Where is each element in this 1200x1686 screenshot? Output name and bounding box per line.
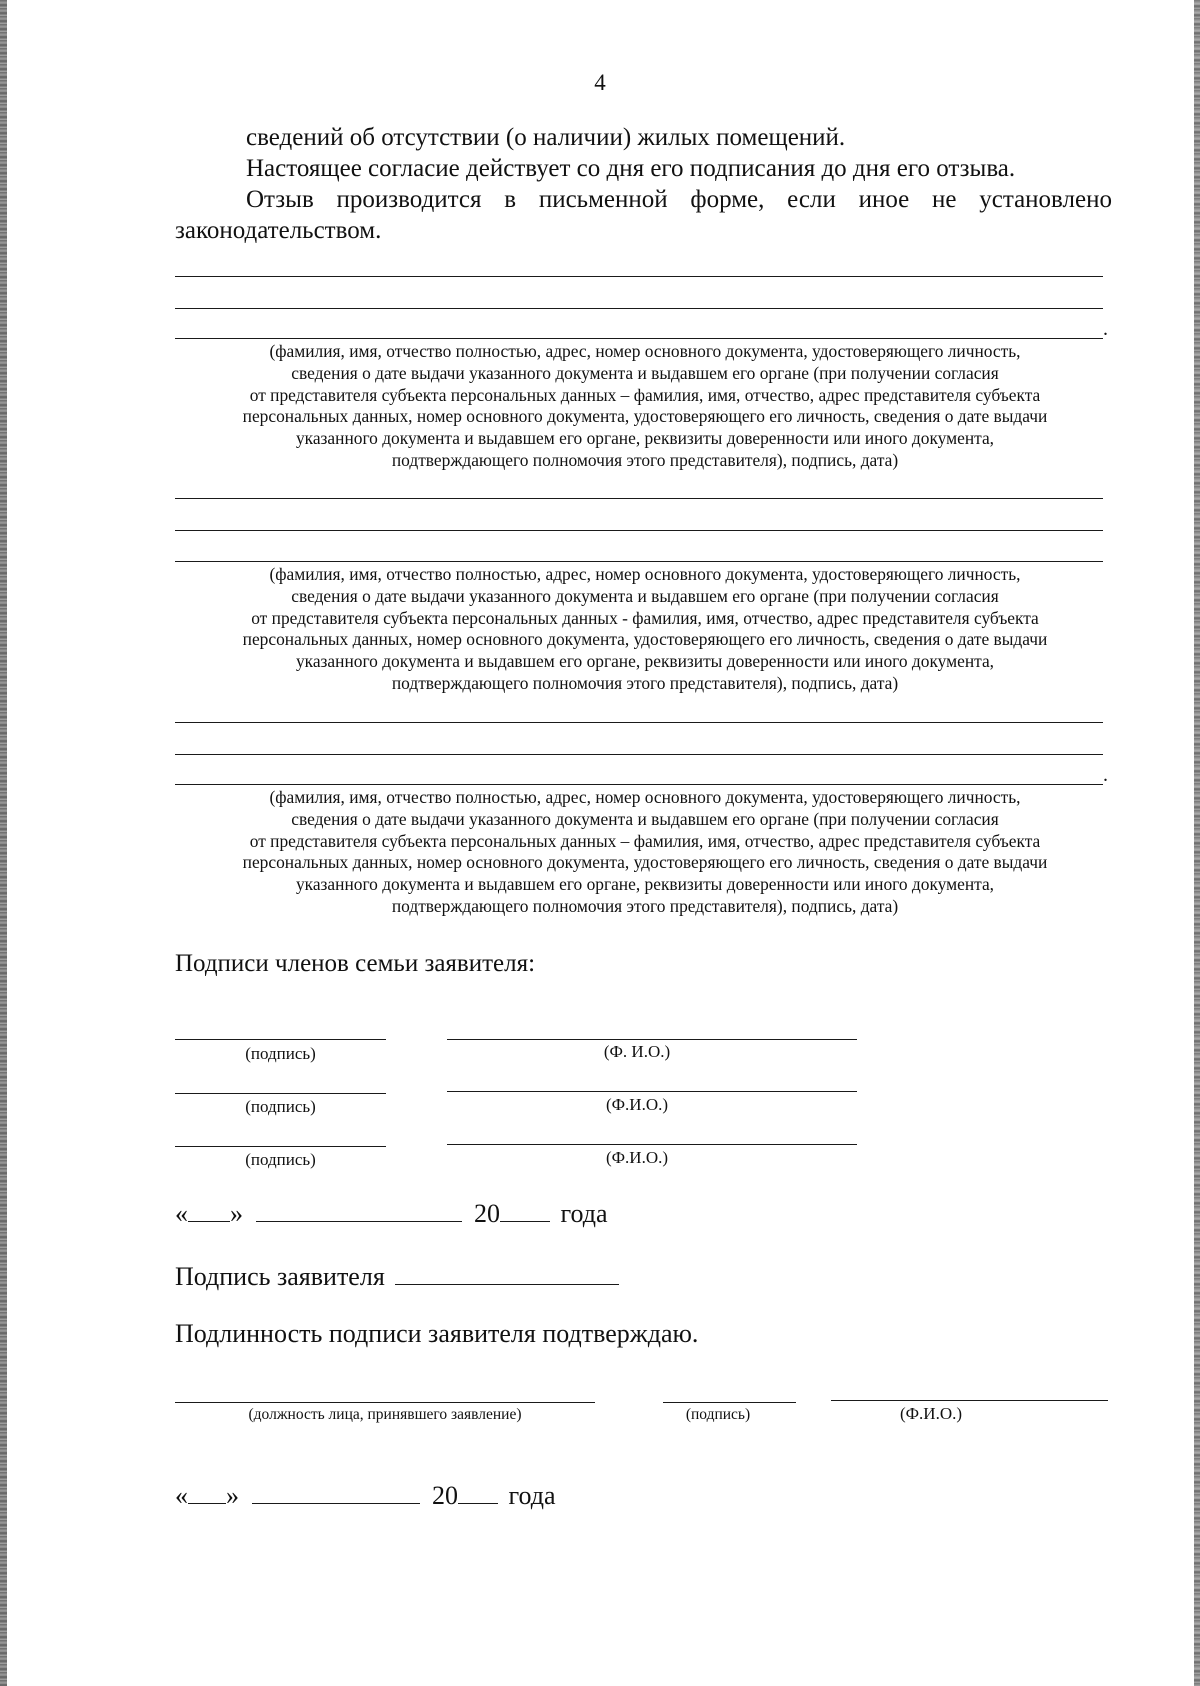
- applicant-signature-blank[interactable]: [395, 1283, 619, 1285]
- caption-line: (фамилия, имя, отчество полностью, адрес, номер основного документа, удостоверяющего личность,: [269, 564, 1021, 584]
- official-name-label: (Ф.И.О.): [899, 1404, 963, 1423]
- name-line[interactable]: [447, 1091, 857, 1092]
- caption-line: сведения о дате выдачи указанного документа и выдавшем его органе (при получении согласия: [291, 808, 999, 829]
- caption-line: подтверждающего полномочия этого представителя), подпись, дата): [391, 449, 899, 470]
- year-prefix: 20: [432, 1481, 458, 1510]
- close-quote: »: [230, 1199, 243, 1228]
- close-quote: »: [226, 1481, 239, 1510]
- caption-line: (фамилия, имя, отчество полностью, адрес, номер основного документа, удостоверяющего личность,: [269, 787, 1021, 807]
- caption-line: сведения о дате выдачи указанного документа и выдавшем его органе (при получении согласия: [291, 585, 999, 606]
- fill-line[interactable]: [175, 530, 1103, 531]
- family-signatures-heading: Подписи членов семьи заявителя:: [175, 950, 536, 977]
- official-signature-label: (подпись): [685, 1406, 751, 1423]
- signature-line[interactable]: [175, 1039, 386, 1040]
- official-signature-line[interactable]: [663, 1402, 796, 1403]
- applicant-signature-row: [175, 1262, 619, 1292]
- paragraph-line-2: Настоящее согласие действует со дня его подписания до дня его отзыва.: [246, 155, 1016, 182]
- open-quote: «: [175, 1199, 188, 1228]
- name-line[interactable]: [447, 1144, 857, 1145]
- period-mark: .: [1103, 764, 1108, 786]
- consent-caption-3: [175, 787, 1115, 918]
- page-number: 4: [594, 70, 606, 95]
- paragraph-line-3: Отзыв производится в письменной форме, если иное не установлено: [246, 186, 1112, 213]
- period-mark: .: [1103, 318, 1108, 340]
- caption-line: подтверждающего полномочия этого представителя), подпись, дата): [391, 895, 899, 916]
- month-blank[interactable]: [252, 1502, 420, 1504]
- scan-edge-right: [1194, 0, 1200, 1686]
- caption-line: персональных данных, номер основного документа, удостоверяющего его личность, сведения о дате выдачи: [242, 629, 1048, 650]
- month-blank[interactable]: [256, 1220, 462, 1222]
- paragraph-line-1: сведений об отсутствии (о наличии) жилых помещений.: [246, 124, 846, 151]
- name-label: (Ф.И.О.): [605, 1148, 669, 1167]
- day-blank[interactable]: [188, 1220, 230, 1222]
- caption-line: от представителя субъекта персональных данных - фамилия, имя, отчество, адрес представителя субъекта: [251, 607, 1039, 628]
- caption-line: (фамилия, имя, отчество полностью, адрес, номер основного документа, удостоверяющего личность,: [269, 341, 1021, 361]
- position-line[interactable]: [175, 1402, 595, 1403]
- year-word: года: [508, 1481, 556, 1510]
- year-word: года: [560, 1199, 608, 1228]
- fill-line[interactable]: [175, 498, 1103, 499]
- caption-line: указанного документа и выдавшем его органе, реквизиты доверенности или иного документа,: [295, 874, 995, 895]
- consent-caption-1: [175, 341, 1115, 472]
- fill-line[interactable]: [175, 276, 1103, 277]
- signature-line[interactable]: [175, 1093, 386, 1094]
- date-line-2: [175, 1481, 556, 1511]
- fill-line[interactable]: [175, 561, 1103, 562]
- caption-line: указанного документа и выдавшем его органе, реквизиты доверенности или иного документа,: [295, 428, 995, 449]
- name-label: (Ф.И.О.): [605, 1095, 669, 1114]
- consent-caption-2: [175, 564, 1115, 695]
- fill-line[interactable]: [175, 722, 1103, 723]
- fill-line[interactable]: [175, 308, 1103, 309]
- name-label: (Ф. И.О.): [603, 1042, 671, 1061]
- signature-label: (подпись): [245, 1044, 316, 1063]
- caption-line: сведения о дате выдачи указанного документа и выдавшем его органе (при получении согласия: [291, 362, 999, 383]
- scan-edge-left: [0, 0, 7, 1686]
- applicant-signature-label: Подпись заявителя: [175, 1262, 385, 1291]
- name-line[interactable]: [447, 1039, 857, 1040]
- caption-line: от представителя субъекта персональных данных – фамилия, имя, отчество, адрес представителя субъекта: [249, 384, 1041, 405]
- caption-line: указанного документа и выдавшем его органе, реквизиты доверенности или иного документа,: [295, 651, 995, 672]
- fill-line[interactable]: [175, 754, 1103, 755]
- open-quote: «: [175, 1481, 188, 1510]
- year-blank[interactable]: [500, 1220, 550, 1222]
- caption-line: подтверждающего полномочия этого представителя), подпись, дата): [391, 672, 899, 693]
- paragraph-line-4: законодательством.: [175, 217, 382, 244]
- year-blank[interactable]: [458, 1502, 498, 1504]
- signature-label: (подпись): [245, 1150, 316, 1169]
- signature-line[interactable]: [175, 1146, 386, 1147]
- caption-line: персональных данных, номер основного документа, удостоверяющего его личность, сведения о дате выдачи: [242, 406, 1048, 427]
- date-line-1: [175, 1199, 608, 1229]
- official-name-line[interactable]: [831, 1400, 1108, 1401]
- fill-line[interactable]: [175, 784, 1103, 785]
- day-blank[interactable]: [188, 1502, 226, 1504]
- caption-line: персональных данных, номер основного документа, удостоверяющего его личность, сведения о дате выдачи: [242, 852, 1048, 873]
- authenticity-statement: Подлинность подписи заявителя подтверждаю.: [175, 1319, 699, 1348]
- fill-line[interactable]: [175, 338, 1103, 339]
- caption-line: от представителя субъекта персональных данных – фамилия, имя, отчество, адрес представителя субъекта: [249, 830, 1041, 851]
- year-prefix: 20: [474, 1199, 500, 1228]
- position-label: (должность лица, принявшего заявление): [248, 1406, 522, 1423]
- signature-label: (подпись): [245, 1097, 316, 1116]
